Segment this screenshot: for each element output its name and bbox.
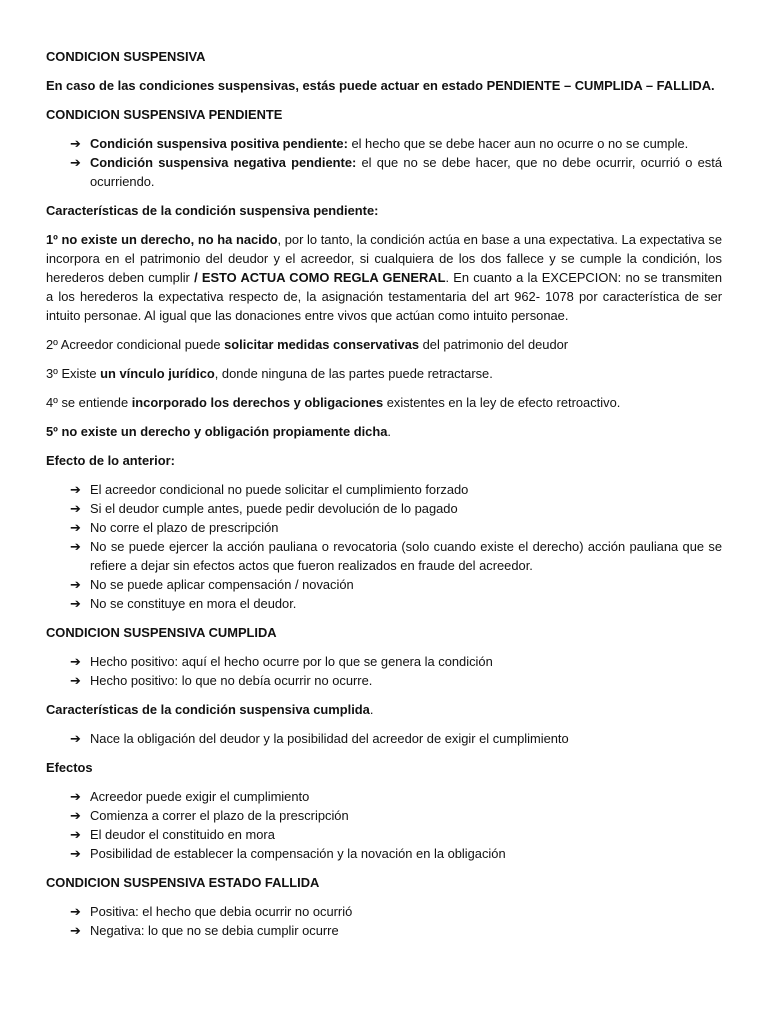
efecto-list: [46, 480, 722, 613]
characteristic-1: 1º no existe un derecho, no ha nacido, por lo tanto, la condición actúa en base a una expectativa. La expectativa se incorpora en el patrimonio del deudor y el acreedor, si cualquiera de los dos fallece y se cumple la condición, los herederos deben cumplir / ESTO ACTUA COMO REGLA GENERAL. En cuanto a la EXCEPCION: no se transmiten a los herederos la expectativa respecto de, la asignación testamentaria del art 962- 1078 por característica de ser intuito personae. Al igual que las donaciones entre vivos que actúan como intuito personae.: [46, 232, 722, 323]
cumplida-list: [46, 652, 722, 690]
characteristic-5: 5º no existe un derecho y obligación propiamente dicha.: [46, 424, 391, 439]
fallida-list: [46, 902, 722, 940]
list-item: ➔ Comienza a correr el plazo de la prescripción: [70, 808, 349, 823]
list-item: ➔ No se constituye en mora el deudor.: [70, 596, 297, 611]
arrow-right-icon: ➔: [70, 136, 81, 151]
list-item: ➔ Nace la obligación del deudor y la posibilidad del acreedor de exigir el cumplimiento: [70, 731, 569, 746]
list-item: ➔ No corre el plazo de prescripción: [70, 520, 279, 535]
arrow-right-icon: ➔: [70, 789, 81, 804]
pendiente-list: [46, 134, 722, 191]
list-item: ➔ Hecho positivo: aquí el hecho ocurre por lo que se genera la condición: [70, 654, 493, 669]
list-item: ➔ Hecho positivo: lo que no debía ocurrir no ocurre.: [70, 673, 373, 688]
efectos-list: [46, 787, 722, 863]
arrow-right-icon: ➔: [70, 539, 81, 554]
list-item: ➔ Negativa: lo que no se debia cumplir ocurre: [70, 923, 339, 938]
section-heading-cumplida: CONDICION SUSPENSIVA CUMPLIDA: [46, 625, 277, 640]
arrow-right-icon: ➔: [70, 827, 81, 842]
arrow-right-icon: ➔: [70, 904, 81, 919]
characteristic-4: 4º se entiende incorporado los derechos y obligaciones existentes en la ley de efecto retroactivo.: [46, 395, 621, 410]
characteristic-2: 2º Acreedor condicional puede solicitar medidas conservativas del patrimonio del deudor: [46, 337, 569, 352]
arrow-right-icon: ➔: [70, 155, 81, 170]
pendiente-characteristics-heading: Características de la condición suspensiva pendiente:: [46, 203, 379, 218]
list-item: ➔ Condición suspensiva negativa pendiente: el que no se debe hacer, que no debe ocurrir, ocurrió o está ocurriendo.: [70, 155, 722, 189]
cumplida-characteristics-heading: Características de la condición suspensiva cumplida.: [46, 702, 374, 717]
arrow-right-icon: ➔: [70, 923, 81, 938]
list-item: ➔ El deudor el constituido en mora: [70, 827, 275, 842]
list-item: ➔ El acreedor condicional no puede solicitar el cumplimiento forzado: [70, 482, 469, 497]
list-item: ➔ No se puede aplicar compensación / novación: [70, 577, 354, 592]
list-item: ➔ Condición suspensiva positiva pendiente: el hecho que se debe hacer aun no ocurre o no se cumple.: [70, 136, 689, 151]
cumplida-characteristics-list: [46, 729, 722, 748]
characteristic-3: 3º Existe un vínculo jurídico, donde ninguna de las partes puede retractarse.: [46, 366, 493, 381]
efecto-heading: Efecto de lo anterior:: [46, 453, 175, 468]
intro-paragraph: En caso de las condiciones suspensivas, estás puede actuar en estado PENDIENTE – CUMPLIDA – FALLIDA.: [46, 78, 715, 93]
efectos-heading: Efectos: [46, 760, 93, 775]
section-heading-pendiente: CONDICION SUSPENSIVA PENDIENTE: [46, 107, 283, 122]
arrow-right-icon: ➔: [70, 846, 81, 861]
arrow-right-icon: ➔: [70, 520, 81, 535]
list-item: ➔ No se puede ejercer la acción pauliana o revocatoria (solo cuando existe el derecho) acción pauliana que se refiere a dejar sin efectos actos que fueron realizados en fraude del acreedor.: [70, 539, 722, 573]
list-item: ➔ Acreedor puede exigir el cumplimiento: [70, 789, 310, 804]
list-item: ➔ Positiva: el hecho que debia ocurrir no ocurrió: [70, 904, 353, 919]
arrow-right-icon: ➔: [70, 731, 81, 746]
arrow-right-icon: ➔: [70, 501, 81, 516]
arrow-right-icon: ➔: [70, 808, 81, 823]
section-heading-fallida: CONDICION SUSPENSIVA ESTADO FALLIDA: [46, 875, 320, 890]
document-title: CONDICION SUSPENSIVA: [46, 49, 206, 64]
arrow-right-icon: ➔: [70, 673, 81, 688]
list-item: ➔ Posibilidad de establecer la compensación y la novación en la obligación: [70, 846, 506, 861]
arrow-right-icon: ➔: [70, 482, 81, 497]
arrow-right-icon: ➔: [70, 577, 81, 592]
list-item: ➔ Si el deudor cumple antes, puede pedir devolución de lo pagado: [70, 501, 458, 516]
arrow-right-icon: ➔: [70, 596, 81, 611]
arrow-right-icon: ➔: [70, 654, 81, 669]
